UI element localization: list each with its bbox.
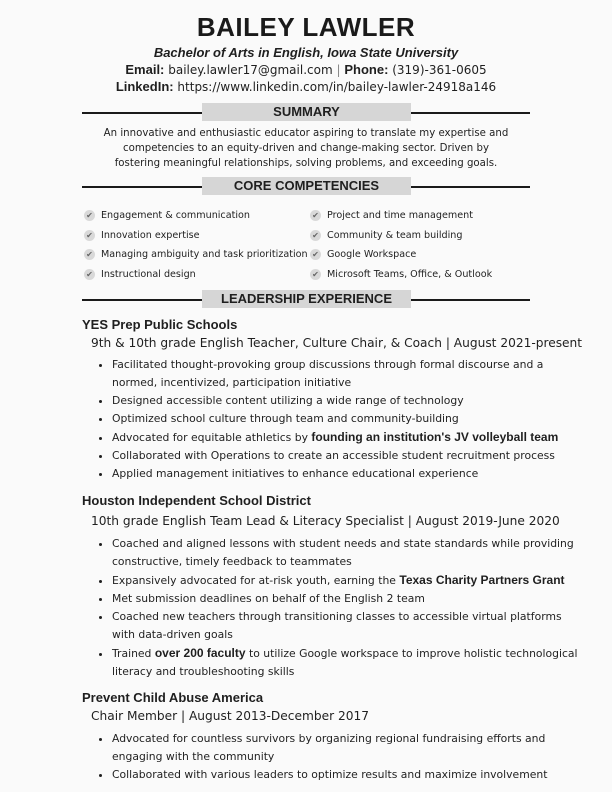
job-org: Houston Independent School District xyxy=(82,493,311,508)
check-icon: ✔ xyxy=(84,210,95,221)
bullet: • Facilitated thought-provoking group discussions through formal discourse and a normed, incentivized, participation initiative xyxy=(112,356,582,392)
job-org: Prevent Child Abuse America xyxy=(82,690,264,705)
competencies-right xyxy=(310,206,492,284)
competency-label: Community & team building xyxy=(327,229,463,241)
phone: (319)-361-0605 xyxy=(392,63,487,77)
linkedin-url[interactable]: https://www.linkedin.com/in/bailey-lawler-24918a146 xyxy=(177,80,497,94)
competency-item xyxy=(84,245,308,265)
bullet-text: Trained xyxy=(112,647,155,660)
competency-label: Engagement & communication xyxy=(101,210,250,221)
section-title: LEADERSHIP EXPERIENCE xyxy=(202,290,411,308)
job-role: 10th grade English Team Lead & Literacy Specialist | August 2019-June 2020 xyxy=(91,514,560,528)
bullet: • Advocated for countless survivors by organizing regional fundraising efforts and engaging with the community xyxy=(112,730,582,766)
competency-label: Project and time management xyxy=(327,210,473,221)
competency-item xyxy=(310,226,492,246)
check-icon: ✔ xyxy=(310,230,321,241)
section-title: CORE COMPETENCIES xyxy=(202,177,411,195)
check-icon: ✔ xyxy=(84,249,95,260)
degree: Bachelor of Arts in English, Iowa State University xyxy=(153,45,459,60)
email-label: Email: xyxy=(125,62,165,77)
bullet: • Designed accessible content utilizing a wide range of technology xyxy=(112,392,582,410)
summary-header xyxy=(82,103,530,121)
job-org: YES Prep Public Schools xyxy=(82,317,238,332)
job-bullets xyxy=(96,730,582,784)
bullet: • Collaborated with Operations to create an accessible student recruitment process xyxy=(112,447,582,465)
bullet: • Optimized school culture through team and community-building xyxy=(112,410,582,428)
bullet-text: Advocated for equitable athletics by xyxy=(112,431,312,444)
linkedin-line xyxy=(0,79,612,94)
competency-item xyxy=(84,265,308,285)
bullet-highlight: Texas Charity Partners Grant xyxy=(399,573,565,587)
bullet-text: Expansively advocated for at-risk youth, earning the xyxy=(112,574,400,587)
bullet: • Applied management initiatives to enhance educational experience xyxy=(112,465,582,483)
check-icon: ✔ xyxy=(84,269,95,280)
competency-label: Instructional design xyxy=(101,268,196,280)
bullet xyxy=(112,571,582,590)
bullet: • Coached new teachers through transitioning classes to accessible virtual platforms with data-driven goals xyxy=(112,608,582,644)
phone-label: Phone: xyxy=(344,62,389,77)
check-icon: ✔ xyxy=(84,230,95,241)
competency-label: Innovation expertise xyxy=(101,229,200,241)
check-icon: ✔ xyxy=(310,210,321,221)
bullet-highlight: founding an institution's JV volleyball team xyxy=(311,430,559,444)
email[interactable]: bailey.lawler17@gmail.com xyxy=(168,63,333,77)
competency-label: Microsoft Teams, Office, & Outlook xyxy=(327,268,493,280)
job-bullets xyxy=(96,535,582,681)
competency-item xyxy=(84,226,308,246)
bullet xyxy=(112,428,582,447)
job-bullets xyxy=(96,356,582,483)
competency-item xyxy=(310,265,492,285)
competency-label: Google Workspace xyxy=(327,249,417,260)
section-title: SUMMARY xyxy=(202,103,411,121)
check-icon: ✔ xyxy=(310,269,321,280)
summary-text: An innovative and enthusiastic educator aspiring to translate my expertise and competencies to an equity-driven and change-making sector. Driven by fostering meaningful relationships, solving problems, and exceeding goals. xyxy=(103,128,509,169)
competencies-header xyxy=(82,177,530,195)
bullet-text: to utilize Google workspace to improve holistic technological literacy and troubleshooting skills xyxy=(112,647,578,678)
contact-line xyxy=(0,62,612,77)
candidate-name: BAILEY LAWLER xyxy=(196,12,416,42)
job-role: Chair Member | August 2013-December 2017 xyxy=(91,709,369,723)
bullet-highlight: over 200 faculty xyxy=(154,646,246,660)
competency-label: Managing ambiguity and task prioritization xyxy=(101,249,308,260)
check-icon: ✔ xyxy=(310,249,321,260)
bullet xyxy=(112,644,582,681)
job-role: 9th & 10th grade English Teacher, Culture Chair, & Coach | August 2021-present xyxy=(91,336,583,350)
bullet: • Coached and aligned lessons with student needs and state standards while providing constructive, timely feedback to teammates xyxy=(112,535,582,571)
competency-item xyxy=(84,206,308,226)
competency-item xyxy=(310,245,492,265)
bullet: • Collaborated with various leaders to optimize results and maximize involvement xyxy=(112,766,582,784)
linkedin-label: LinkedIn: xyxy=(115,79,174,94)
experience-header xyxy=(82,290,530,308)
competencies-left xyxy=(84,206,308,284)
separator: | xyxy=(336,63,341,77)
competency-item xyxy=(310,206,492,226)
bullet: • Met submission deadlines on behalf of the English 2 team xyxy=(112,590,582,608)
